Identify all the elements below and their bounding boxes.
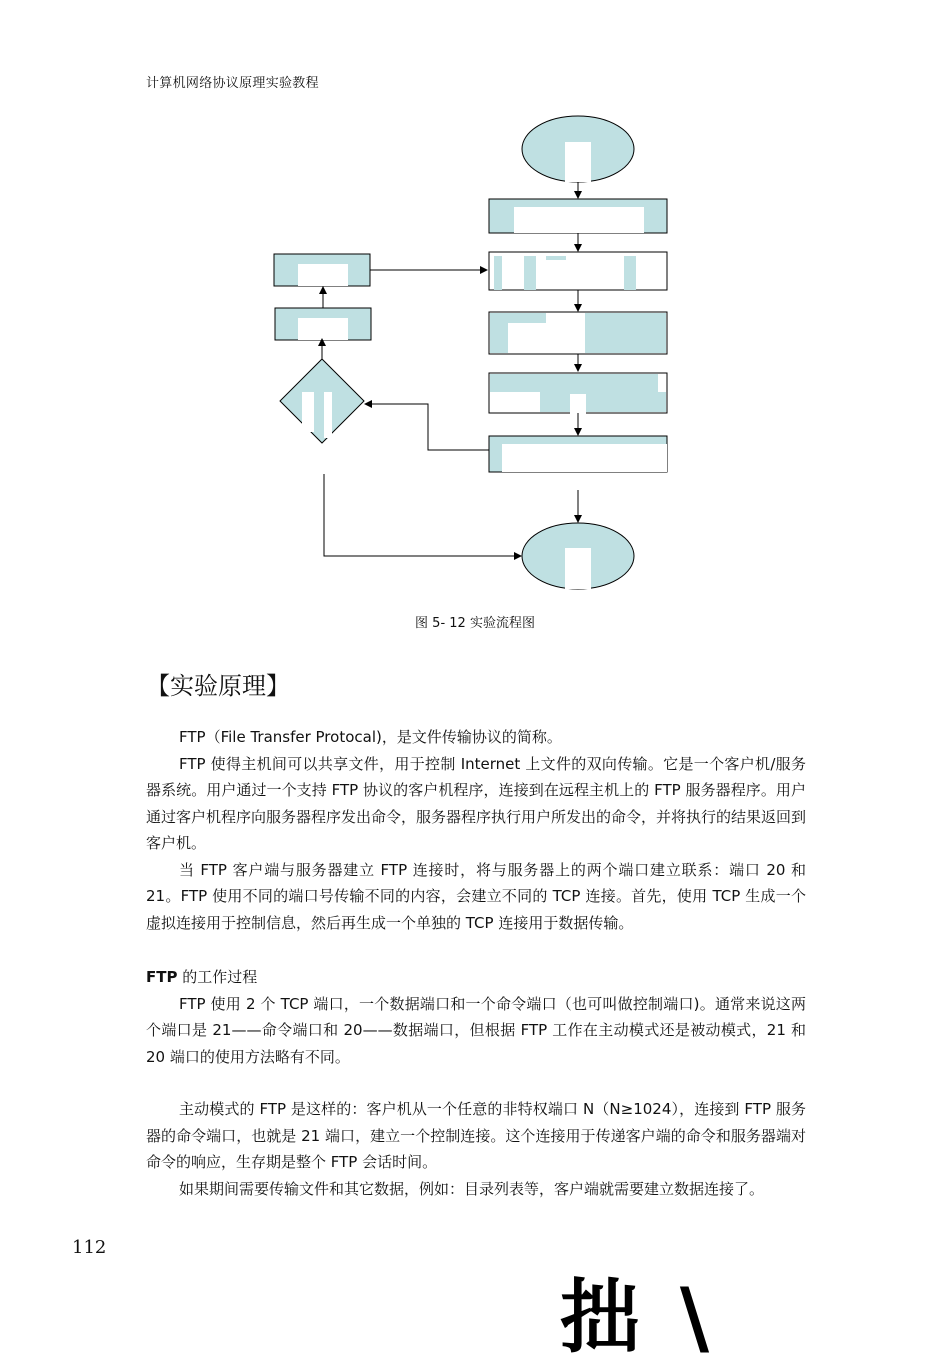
paragraph-5: 主动模式的 FTP 是这样的：客户机从一个任意的非特权端口 N（N≥1024），连接到 FTP 服务器的命令端口，也就是 21 端口，建立一个控制连接。这个连接用于传递客户端的命令和服务器端对命令的响应，生存期是整个 FTP 会话时间。 — [146, 1100, 806, 1171]
side-box-upper — [274, 254, 370, 286]
process-step-1 — [489, 199, 667, 233]
process-step-5 — [489, 436, 667, 472]
body-text-block-2 — [146, 964, 806, 1202]
process-step-4 — [489, 373, 667, 414]
end-node — [522, 523, 634, 589]
subheading — [146, 964, 806, 991]
process-step-3 — [489, 312, 667, 354]
subheading-bold: FTP — [146, 968, 178, 986]
flow-arrow — [366, 404, 489, 450]
paragraph-3: 当 FTP 客户端与服务器建立 FTP 连接时，将与服务器上的两个端口建立联系：端口 20 和 21。FTP 使用不同的端口号传输不同的内容，会建立不同的 TCP 连接。首先，使用 TCP 生成一个虚拟连接用于控制信息，然后再生成一个单独的 TCP 连接用于数据传输。 — [146, 860, 806, 932]
watermark-text: 拙 \ — [560, 1271, 716, 1364]
paragraph-4: FTP 使用 2 个 TCP 端口，一个数据端口和一个命令端口（也可叫做控制端口)。通常来说这两个端口是 21——命令端口和 20——数据端口，但根据 FTP 工作在主动模式还是被动模式，21 和 20 端口的使用方法略有不同。 — [146, 994, 806, 1066]
section-title: 【实验原理】 — [146, 672, 290, 700]
subheading-rest: 的工作过程 — [177, 968, 258, 986]
start-node — [522, 116, 634, 182]
decision-node — [280, 359, 364, 443]
side-box-lower — [275, 308, 371, 340]
running-header: 计算机网络协议原理实验教程 — [146, 76, 319, 91]
paragraph-2: FTP 使得主机间可以共享文件，用于控制 Internet 上文件的双向传输。它是一个客户机/服务器系统。用户通过一个支持 FTP 协议的客户机程序，连接到在远程主机上的 FTP 服务器程序。用户通过客户机程序向服务器程序发出命令，服务器程序执行用户所发出的命令，并将执行的结果返回到客户机。 — [146, 754, 807, 852]
paragraph-1: FTP（File Transfer Protocal)，是文件传输协议的简称。 — [179, 728, 562, 746]
figure-caption: 图 5- 12 实验流程图 — [415, 616, 535, 631]
flowchart-diagram — [0, 0, 950, 600]
body-text-block-1 — [146, 724, 806, 936]
process-step-2 — [489, 252, 667, 290]
paragraph-6: 如果期间需要传输文件和其它数据，例如：目录列表等，客户端就需要建立数据连接了。 — [179, 1179, 765, 1198]
page-number: 112 — [72, 1237, 107, 1258]
flow-arrow — [324, 474, 520, 556]
